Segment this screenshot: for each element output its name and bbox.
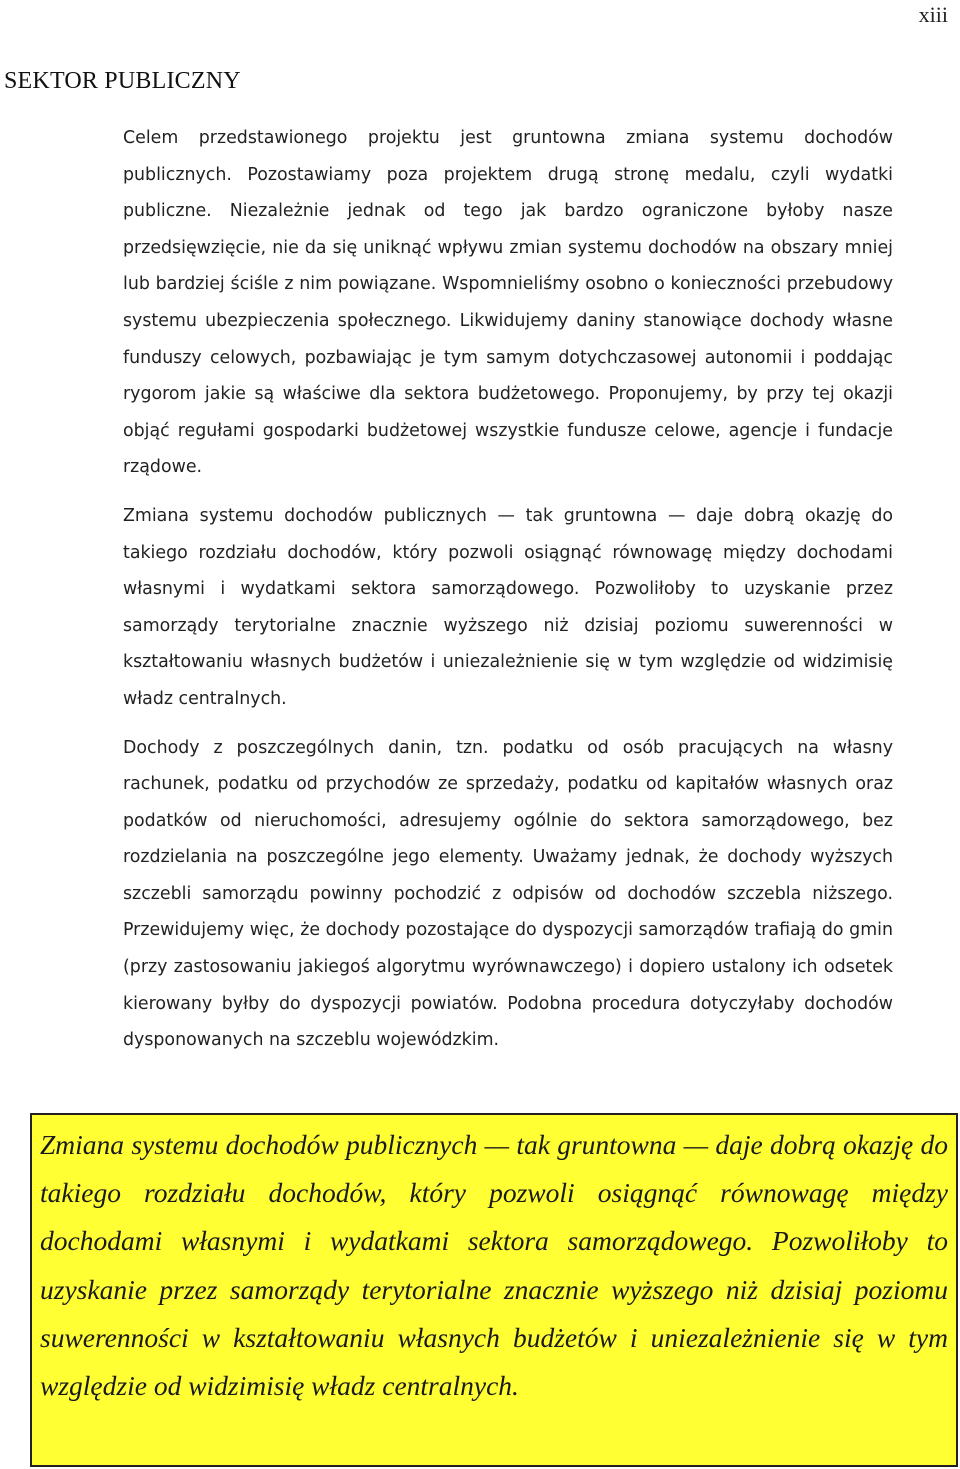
paragraph-tax-allocation: Dochody z poszczególnych danin, tzn. podatku od osób pracujących na własny rachunek, podatku od przychodów ze sprzedaży, podatku od kapitałów własnych oraz podatków od nieruchomości, adresujemy ogólnie do sektora samorządowego, bez rozdzielania na poszczególne jego elementy. Uważamy jednak, że dochody wyższych szczebli samorządu powinny pochodzić z odpisów od dochodów szczebla niższego. Przewidujemy więc, że dochody pozostające do dyspozycji samorządów trafiają do gmin (przy zastosowaniu jakiegoś algorytmu wyrównawczego) i dopiero ustalony ich odsetek kierowany byłby do dyspozycji powiatów. Podobna procedura dotyczyłaby dochodów dysponowanych na szczeblu wojewódzkim. [123,737,893,1051]
paragraph-intro: Celem przedstawionego projektu jest gruntowna zmiana systemu dochodów publicznych. Pozostawiamy poza projektem drugą stronę medalu, czyli wydatki publiczne. Niezależnie jednak od tego jak bardzo ograniczone byłoby nasze przedsięwzięcie, nie da się uniknąć wpływu zmian systemu dochodów na obszary mniej lub bardziej ściśle z nim powiązane. Wspomnieliśmy osobno o konieczności przebudowy systemu ubezpieczenia społecznego. Likwidujemy daniny stanowiące dochody własne funduszy celowych, pozbawiając je tym samym dotychczasowej autonomii i poddając rygorom jakie są właściwe dla sektora budżetowego. Proponujemy, by przy tej okazji objąć regułami gospodarki budżetowej wszystkie fundusze celowe, agencje i fundacje rządowe. [123,128,893,478]
callout-text: Zmiana systemu dochodów publicznych — tak gruntowna — daje dobrą okazję do takiego rozdziału dochodów, który pozwoli osiągnąć równowagę między dochodami własnymi i wydatkami sektora samorządowego. Pozwoliłoby to uzyskanie przez samorządy terytorialne znacznie wyższego niż dzisiaj poziomu suwerenności w kształtowaniu własnych budżetów i uniezależnienie się w tym względzie od widzimisię władz centralnych. [40,1129,948,1402]
page-number: xiii [918,2,948,27]
paragraph-revenue-division: Zmiana systemu dochodów publicznych — tak gruntowna — daje dobrą okazję do takiego rozdziału dochodów, który pozwoli osiągnąć równowagę między dochodami własnymi i wydatkami sektora samorządowego. Pozwoliłoby to uzyskanie przez samorządy terytorialne znacznie wyższego niż dzisiaj poziomu suwerenności w kształtowaniu własnych budżetów i uniezależnienie się w tym względzie od widzimisię władz centralnych. [123,505,893,709]
highlight-callout-box [30,1113,958,1467]
section-heading: SEKTOR PUBLICZNY [4,68,241,94]
body-text [123,120,893,1071]
